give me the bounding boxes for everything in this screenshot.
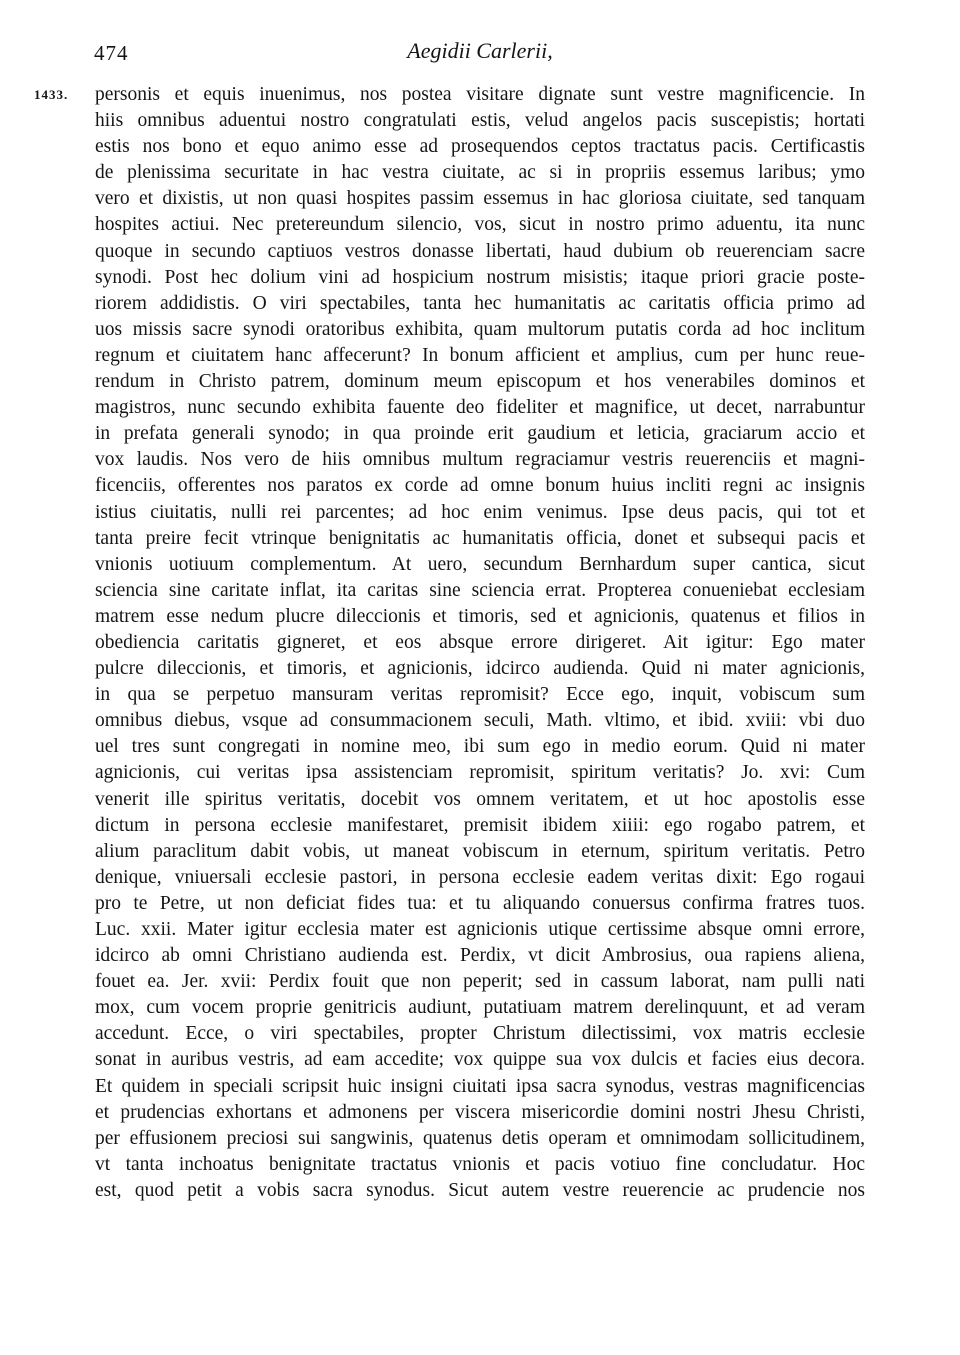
text-line: riorem addidistis. O viri spectabiles, tanta hec humanitatis ac caritatis officia primo ad	[95, 292, 865, 314]
text-line: agnicionis, cui veritas ipsa assistenciam repromisit, spiritum veritatis? Jo. xvi: Cum	[95, 762, 865, 784]
text-line: synodi. Post hec dolium vini ad hospicium nostrum misistis; itaque priori gracie poste-	[95, 266, 865, 288]
text-line: Et quidem in speciali scripsit huic insigni ciuitati ipsa sacra synodus, vestras magnificencias	[95, 1075, 865, 1097]
text-line: per effusionem preciosi sui sangwinis, quatenus detis operam et omnimodam sollicitudinem,	[95, 1127, 865, 1149]
text-line: in prefata generali synodo; in qua proinde erit gaudium et leticia, graciarum accio et	[95, 423, 865, 445]
text-line: denique, vniuersali ecclesie pastori, in persona ecclesie eadem veritas dixit: Ego rogaui	[95, 866, 865, 888]
text-line: personis et equis inuenimus, nos postea visitare dignate sunt vestre magnificencie. In	[95, 84, 865, 105]
text-line: vox laudis. Nos vero de hiis omnibus multum regraciamur vestris reuerenciis et magni-	[95, 449, 865, 471]
text-line: accedunt. Ecce, o viri spectabiles, propter Christum dilectissimi, vox matris ecclesie	[95, 1023, 865, 1045]
text-line: de plenissima securitate in hac vestra ciuitate, ac si in propriis essemus laribus; ymo	[95, 162, 865, 184]
text-line: idcirco ab omni Christiano audienda est. Perdix, vt dicit Ambrosius, oua rapiens aliena,	[95, 945, 865, 967]
text-line: hiis omnibus aduentui nostro congratulati estis, velud angelos pacis suscepistis; hortati	[95, 110, 865, 132]
text-line: magistros, nunc secundo exhibita fauente deo fideliter et magnifice, ut decet, narrabuntur	[95, 397, 865, 419]
text-line: vero et dixistis, ut non quasi hospites passim essemus in hac gloriosa ciuitate, sed tanquam	[95, 188, 865, 210]
text-line: et prudencias exhortans et admonens per viscera misericordie domini nostri Jhesu Christi,	[95, 1101, 865, 1123]
text-line: uel tres sunt congregati in nomine meo, ibi sum ego in medio eorum. Quid ni mater	[95, 736, 865, 758]
text-line: quoque in secundo captiuos vestros donasse libertati, haud dubium ob reuerenciam sacre	[95, 240, 865, 262]
text-line: matrem esse nedum plucre dileccionis et timoris, sed et agnicionis, quatenus et filios in	[95, 605, 865, 627]
text-line: in qua se perpetuo mansuram veritas repromisit? Ecce ego, inquit, vobiscum sum	[95, 684, 865, 706]
margin-year-note: 1433.	[34, 87, 69, 102]
text-line: pulcre dileccionis, et timoris, et agnicionis, idcirco audienda. Quid ni mater agnicionis,	[95, 658, 865, 680]
text-line: sciencia sine caritate inflat, ita caritas sine sciencia errat. Propterea conueniebat ecclesiam	[95, 579, 865, 601]
text-line: dictum in persona ecclesie manifestaret, premisit ibidem xiiii: ego rogabo patrem, et	[95, 814, 865, 836]
text-line: pro te Petre, ut non deficiat fides tua: et tu aliquando conuersus confirma fratres tuos.	[95, 892, 865, 914]
running-title: Aegidii Carlerii,	[407, 38, 553, 63]
text-line: rendum in Christo patrem, dominum meum episcopum et hos venerabiles dominos et	[95, 371, 865, 393]
page-number: 474	[94, 41, 129, 65]
text-line: alium paraclitum dabit vobis, ut maneat vobiscum in eternum, spiritum veritatis. Petro	[95, 840, 865, 862]
text-line: istius ciuitatis, nulli rei parcentes; ad hoc enim venimus. Ipse deus pacis, qui tot et	[95, 501, 865, 523]
text-line: Luc. xxii. Mater igitur ecclesia mater est agnicionis utique certissime absque omni errore,	[95, 919, 865, 940]
text-line: omnibus diebus, vsque ad consummacionem seculi, Math. vltimo, et ibid. xviii: vbi duo	[95, 710, 865, 732]
text-line: mox, cum vocem proprie genitricis audiunt, putatiuam matrem derelinquunt, et ad veram	[95, 997, 865, 1019]
text-line: estis nos bono et equo animo esse ad prosequendos ceptos tractatus pacis. Certificastis	[95, 136, 865, 158]
text-line: tanta preire fecit vtrinque benignitatis ac humanitatis officia, donet et subsequi pacis et	[95, 527, 865, 549]
text-line: vt tanta inchoatus benignitate tractatus vnionis et pacis votiuo fine concludatur. Hoc	[95, 1153, 865, 1175]
text-line: venerit ille spiritus veritatis, docebit vos omnem veritatem, et ut hoc apostolis esse	[95, 788, 865, 810]
text-line: ficenciis, offerentes nos paratos ex corde ad omne bonum huius incliti regni ac insignis	[95, 475, 865, 497]
text-line: uos missis sacre synodi oratoribus exhibita, quam multorum putatis corda ad hoc inclitum	[95, 318, 865, 340]
text-line: regnum et ciuitatem hanc affecerunt? In bonum afficient et amplius, cum per hunc reue-	[95, 344, 865, 366]
main-text-block	[95, 82, 865, 1204]
text-line: est, quod petit a vobis sacra synodus. Sicut autem vestre reuerencie ac prudencie nos	[95, 1179, 865, 1201]
text-line: hospites actiui. Nec pretereundum silencio, vos, sicut in nostro primo aduentu, ita nunc	[95, 214, 865, 236]
text-line: sonat in auribus vestris, ad eam accedite; vox quippe sua vox dulcis et facies eius decora.	[95, 1049, 865, 1071]
text-line: obediencia caritatis gigneret, et eos absque errore dirigeret. Ait igitur: Ego mater	[95, 631, 865, 653]
text-line: fouet ea. Jer. xvii: Perdix fouit que non peperit; sed in cassum laborat, nam pulli nati	[95, 971, 865, 993]
text-line: vnionis uotiuum complementum. At uero, secundum Bernhardum super cantica, sicut	[95, 553, 865, 575]
